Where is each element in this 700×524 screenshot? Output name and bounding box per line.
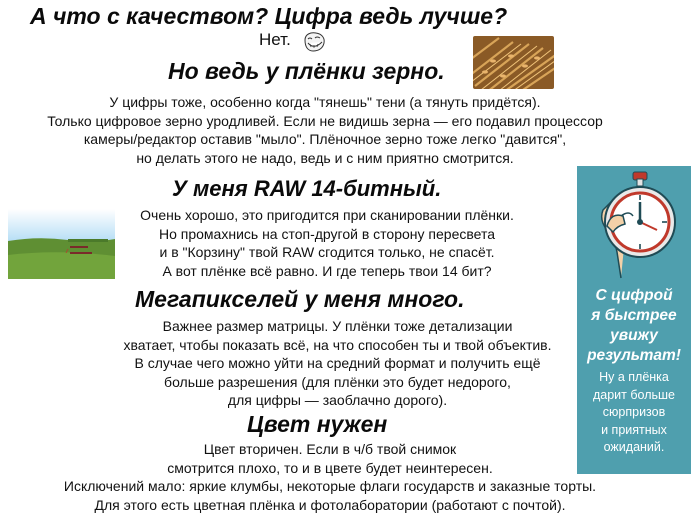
page-title: А что с качеством? Цифра ведь лучше?	[30, 3, 508, 29]
sidebar-text: Ну а плёнка дарит больше сюрпризов и приятных ожиданий.	[592, 370, 675, 454]
section-heading-grain: Но ведь у плёнки зерно.	[168, 58, 445, 84]
section-text-grain: У цифры тоже, особенно когда "тянешь" тени (а тянуть придётся). Только цифровое зерно уродливей. Если не видишь зерна — его подавил процессор камеры/редактор оставив "мыло". Плёночное зерно тоже легко "давится", но делать этого не надо, ведь и с ним приятно смотрится.	[47, 94, 603, 166]
section-heading-raw: У меня RAW 14-битный.	[172, 176, 442, 201]
section-heading-megapixels: Мегапикселей у меня много.	[135, 286, 465, 312]
section-text-raw: Очень хорошо, это пригодится при сканировании плёнки. Но промахнись на стоп-другой в сторону пересвета и в "Корзину" твой RAW сгодится только, не спасёт. А вот плёнке всё равно. И где теперь твои 14 бит?	[140, 207, 514, 279]
section-heading-color: Цвет нужен	[247, 411, 388, 437]
short-answer: Нет.	[259, 30, 291, 49]
section-text-megapixels: Важнее размер матрицы. У плёнки тоже детализации хватает, чтобы показать всё, на что способен ты и твой объектив. В случае чего можно уйти на средний формат и получить ещё больше разрешения (для плёнки это будет недорого, для цифры — заоблачно дорого).	[123, 318, 552, 408]
sidebar-heading: С цифрой я быстрее увижу результат!	[587, 287, 681, 364]
stopwatch-icon	[577, 166, 691, 284]
section-text-color: Цвет вторичен. Если в ч/б твой снимок смотрится плохо, то и в цвете будет неинтересен. Исключений мало: яркие клумбы, некоторые флаги государств и заказные торты. Для этого есть цветная плёнка и фотолаборатории (работают с почтой).	[63, 441, 597, 513]
troll-face-icon	[302, 31, 326, 53]
sidebar-card	[577, 166, 691, 474]
wheat-photo	[473, 36, 554, 89]
field-photo	[8, 209, 115, 279]
